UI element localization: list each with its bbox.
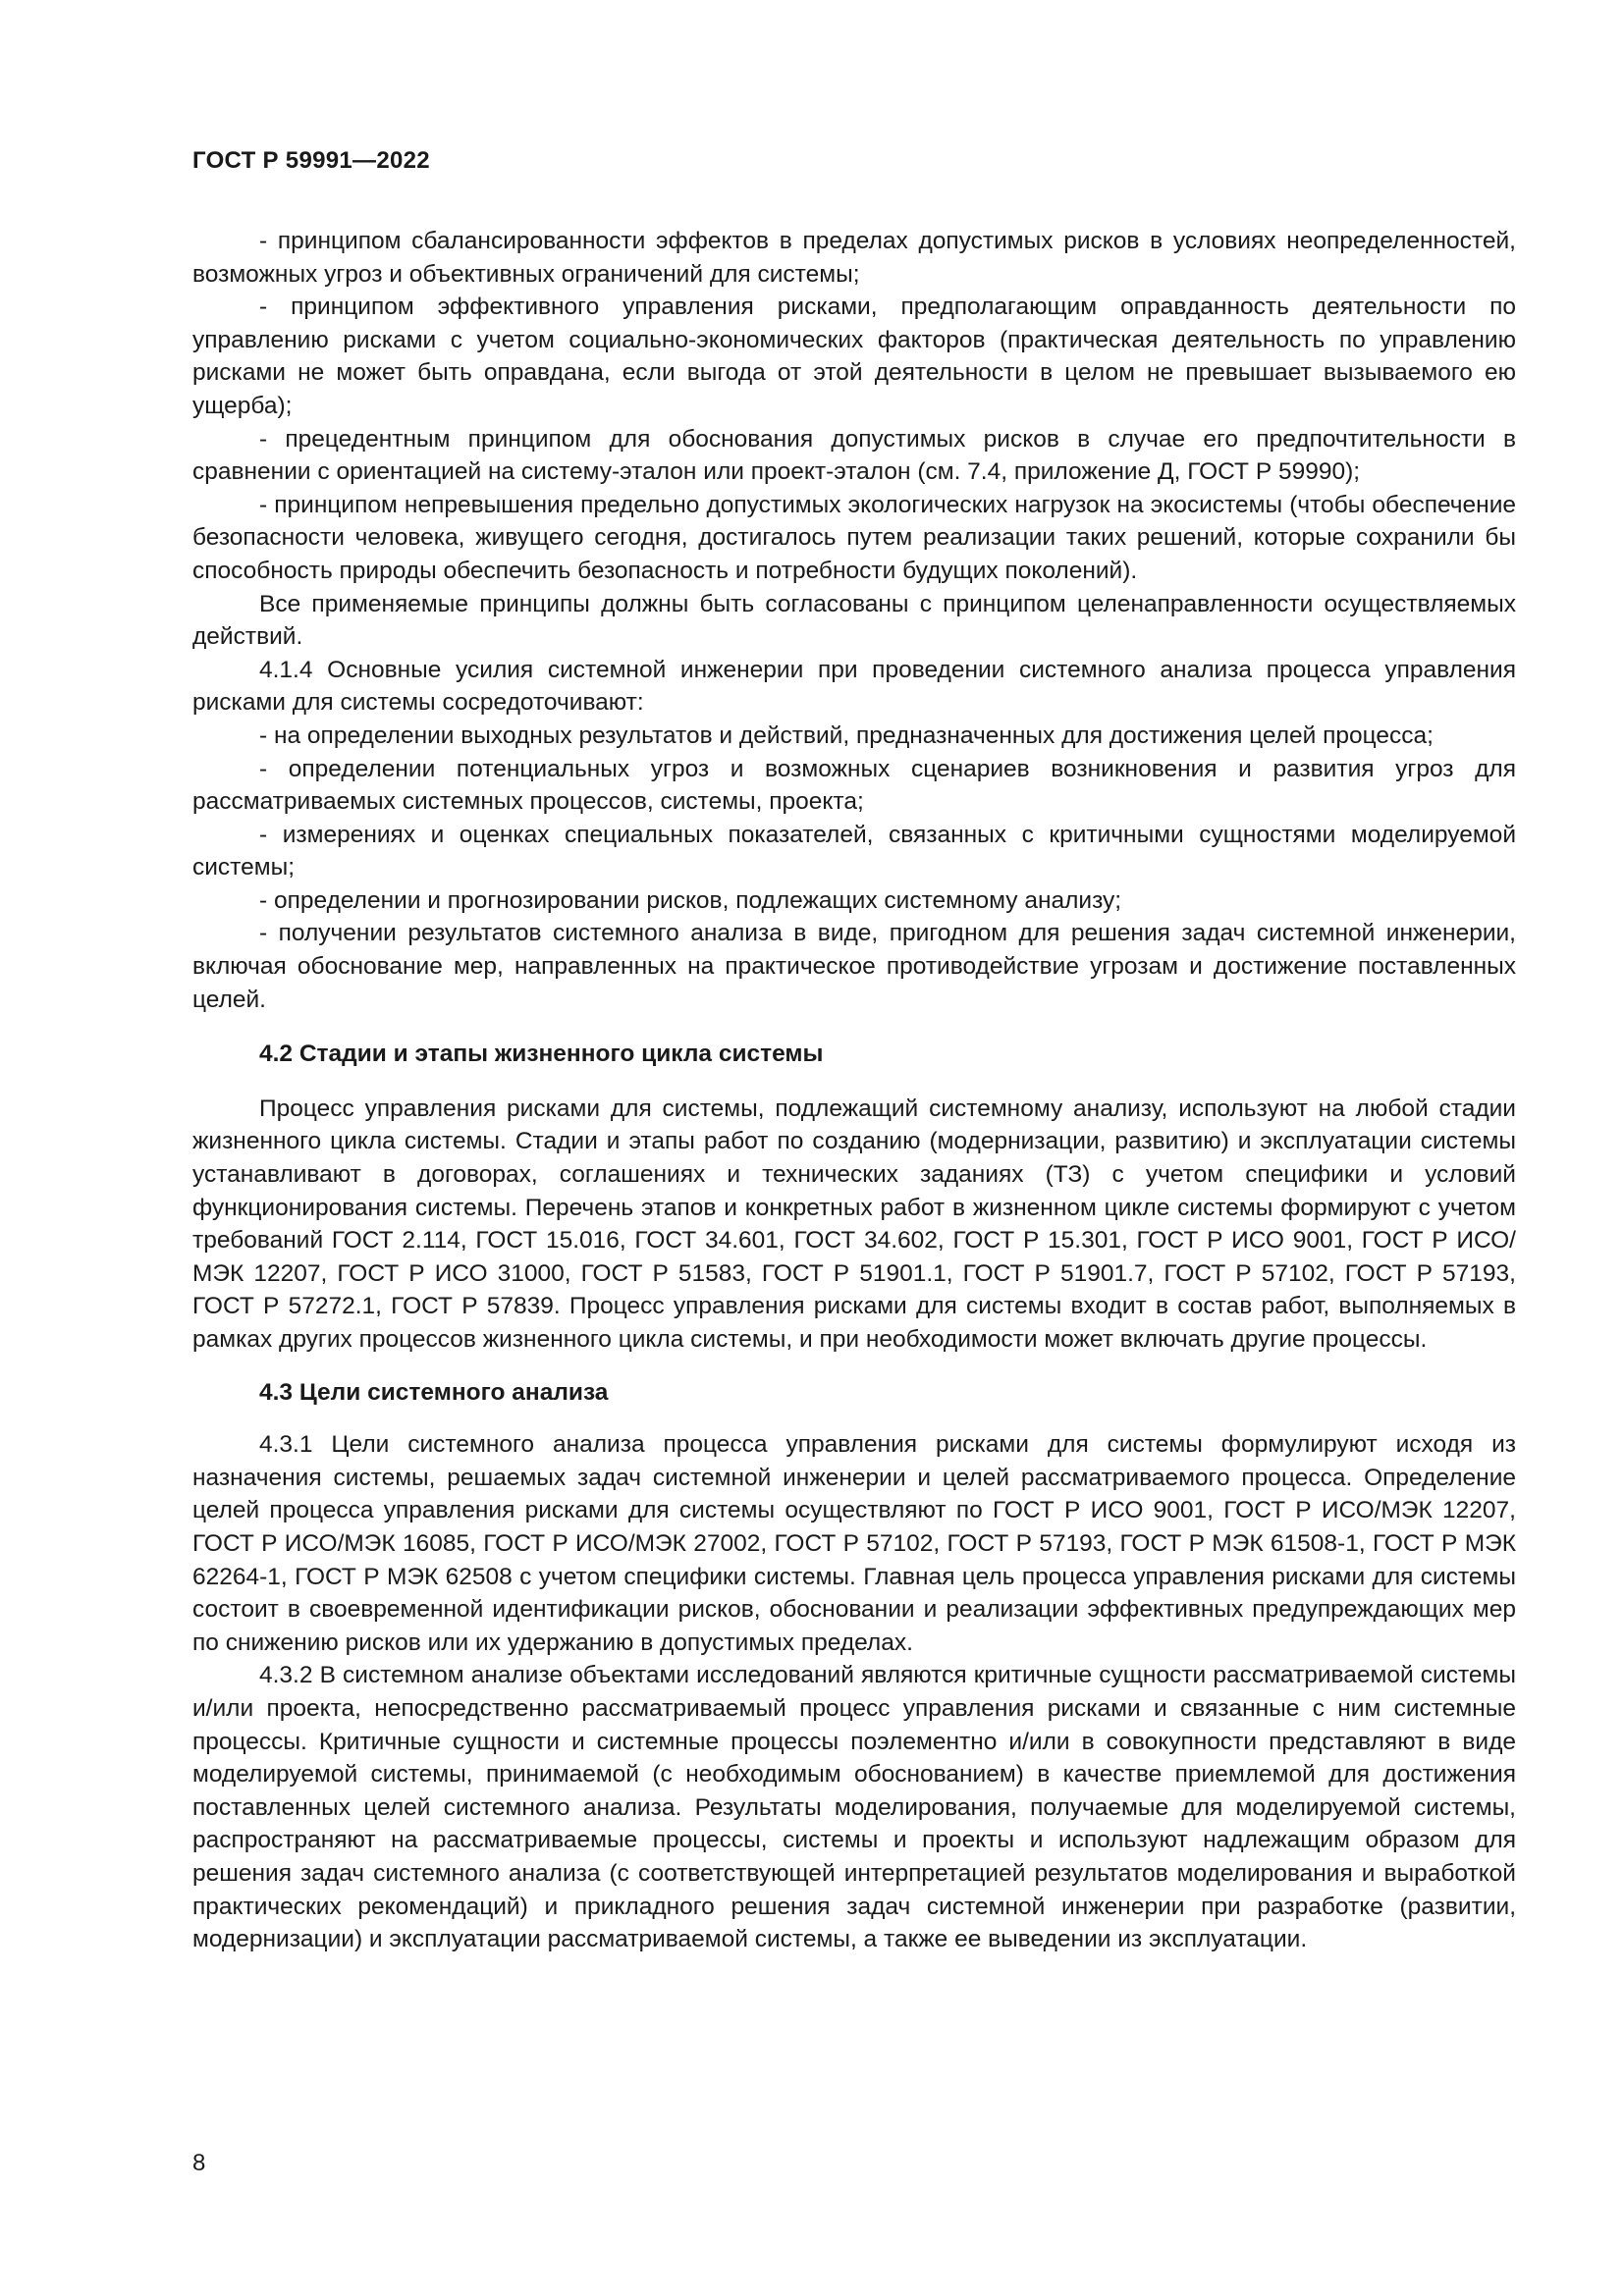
document-code-header: ГОСТ Р 59991—2022 <box>192 147 430 174</box>
section-heading-4-2: 4.2 Стадии и этапы жизненного цикла системы <box>259 1041 824 1068</box>
paragraph-4-3-1: 4.3.1 Цели системного анализа процесса управления рисками для системы формулируют исходя из назначения системы, решаемых задач системной инженерии и целей рассматриваемого процесса. Определение целей процесса управления рисками для системы осуществляют по ГОСТ Р ИСО 9001, ГОСТ Р ИСО/МЭК 12207, ГОСТ Р ИСО/МЭК 16085, ГОСТ Р ИСО/МЭК 27002, ГОСТ Р 57102, ГОСТ Р 57193, ГОСТ Р МЭК 61508-1, ГОСТ Р МЭК 62264-1, ГОСТ Р МЭК 62508 с учетом специфики системы. Главная цель процесса управления рисками для системы состоит в своевременной идентификации рисков, обосновании и реализации эффективных предупреждающих мер по снижению рисков или их удержанию в допустимых пределах. <box>192 1431 1516 1656</box>
page-number: 8 <box>192 2150 206 2176</box>
document-page <box>192 0 1516 2296</box>
list-item-principle-ecological-limits: - принципом непревышения предельно допустимых экологических нагрузок на экосистемы (чтобы обеспечение безопасности человека, живущего сегодня, достигалось путем реализации таких решений, которые сохранили бы способность природы обеспечить безопасность и потребности будущих поколений). <box>192 491 1516 584</box>
paragraph-4-1-4: 4.1.4 Основные усилия системной инженерии при проведении системного анализа процесса управления рисками для системы сосредоточивают: <box>192 656 1516 717</box>
list-item-outputs: - на определении выходных результатов и действий, предназначенных для достижения целей процесса; <box>259 721 1434 749</box>
list-item-risk-forecasting: - определении и прогнозировании рисков, подлежащих системному анализу; <box>259 886 1122 914</box>
section-heading-4-3: 4.3 Цели системного анализа <box>259 1378 609 1406</box>
paragraph-4-2: Процесс управления рисками для системы, подлежащий системному анализу, используют на любой стадии жизненного цикла системы. Стадии и этапы работ по созданию (модернизации, развитию) и эксплуатации системы устанавливают в договорах, соглашениях и технических заданиях (ТЗ) с учетом специфики и условий функционирования системы. Перечень этапов и конкретных работ в жизненном цикле системы формируют с учетом требований ГОСТ 2.114, ГОСТ 15.016, ГОСТ 34.601, ГОСТ 34.602, ГОСТ Р 15.301, ГОСТ Р ИСО 9001, ГОСТ Р ИСО/МЭК 12207, ГОСТ Р ИСО 31000, ГОСТ Р 51583, ГОСТ Р 51901.1, ГОСТ Р 51901.7, ГОСТ Р 57102, ГОСТ Р 57193, ГОСТ Р 57272.1, ГОСТ Р 57839. Процесс управления рисками для системы входит в состав работ, выполняемых в рамках других процессов жизненного цикла системы, и при необходимости может включать другие процессы. <box>192 1095 1516 1353</box>
list-item-analysis-results: - получении результатов системного анализа в виде, пригодном для решения задач системной инженерии, включая обоснование мер, направленных на практическое противодействие угрозам и достижение поставленных целей. <box>192 920 1516 1013</box>
document-body <box>192 225 1516 1956</box>
list-item-principle-balance: - принципом сбалансированности эффектов в пределах допустимых рисков в условиях неопределенностей, возможных угроз и объективных ограничений для системы; <box>192 228 1516 288</box>
list-item-threats: - определении потенциальных угроз и возможных сценариев возникновения и развития угроз для рассматриваемых системных процессов, системы, проекта; <box>192 755 1516 816</box>
paragraph-4-3-2: 4.3.2 В системном анализе объектами исследований являются критичные сущности рассматриваемой системы и/или проекта, непосредственно рассматриваемый процесс управления рисками и связанные с ним системные процессы. Критичные сущности и системные процессы поэлементно и/или в совокупности представляют в виде моделируемой системы, принимаемой (с необходимым обоснованием) в качестве приемлемой для достижения поставленных целей системного анализа. Результаты моделирования, получаемые для моделируемой системы, распространяют на рассматриваемые процессы, системы и проекты и используют надлежащим образом для решения задач системного анализа (с соответствующей интерпретацией результатов моделирования и выработкой практических рекомендаций) и прикладного решения задач системной инженерии при разработке (развитии, модернизации) и эксплуатации рассматриваемой системы, а также ее выведении из эксплуатации. <box>192 1662 1516 1953</box>
list-item-principle-effective-management: - принципом эффективного управления рисками, предполагающим оправданность деятельности по управлению рисками с учетом социально-экономических факторов (практическая деятельность по управлению рисками не может быть оправдана, если выгода от этой деятельности в целом не превышает вызываемого ею ущерба); <box>192 294 1516 419</box>
paragraph-principles-agreement: Все применяемые принципы должны быть согласованы с принципом целенаправленности осуществляемых действий. <box>192 590 1516 651</box>
list-item-principle-precedent: - прецедентным принципом для обоснования допустимых рисков в случае его предпочтительности в сравнении с ориентацией на систему-эталон или проект-эталон (см. 7.4, приложение Д, ГОСТ Р 59990); <box>192 425 1516 486</box>
list-item-measurements: - измерениях и оценках специальных показателей, связанных с критичными сущностями моделируемой системы; <box>192 821 1516 881</box>
